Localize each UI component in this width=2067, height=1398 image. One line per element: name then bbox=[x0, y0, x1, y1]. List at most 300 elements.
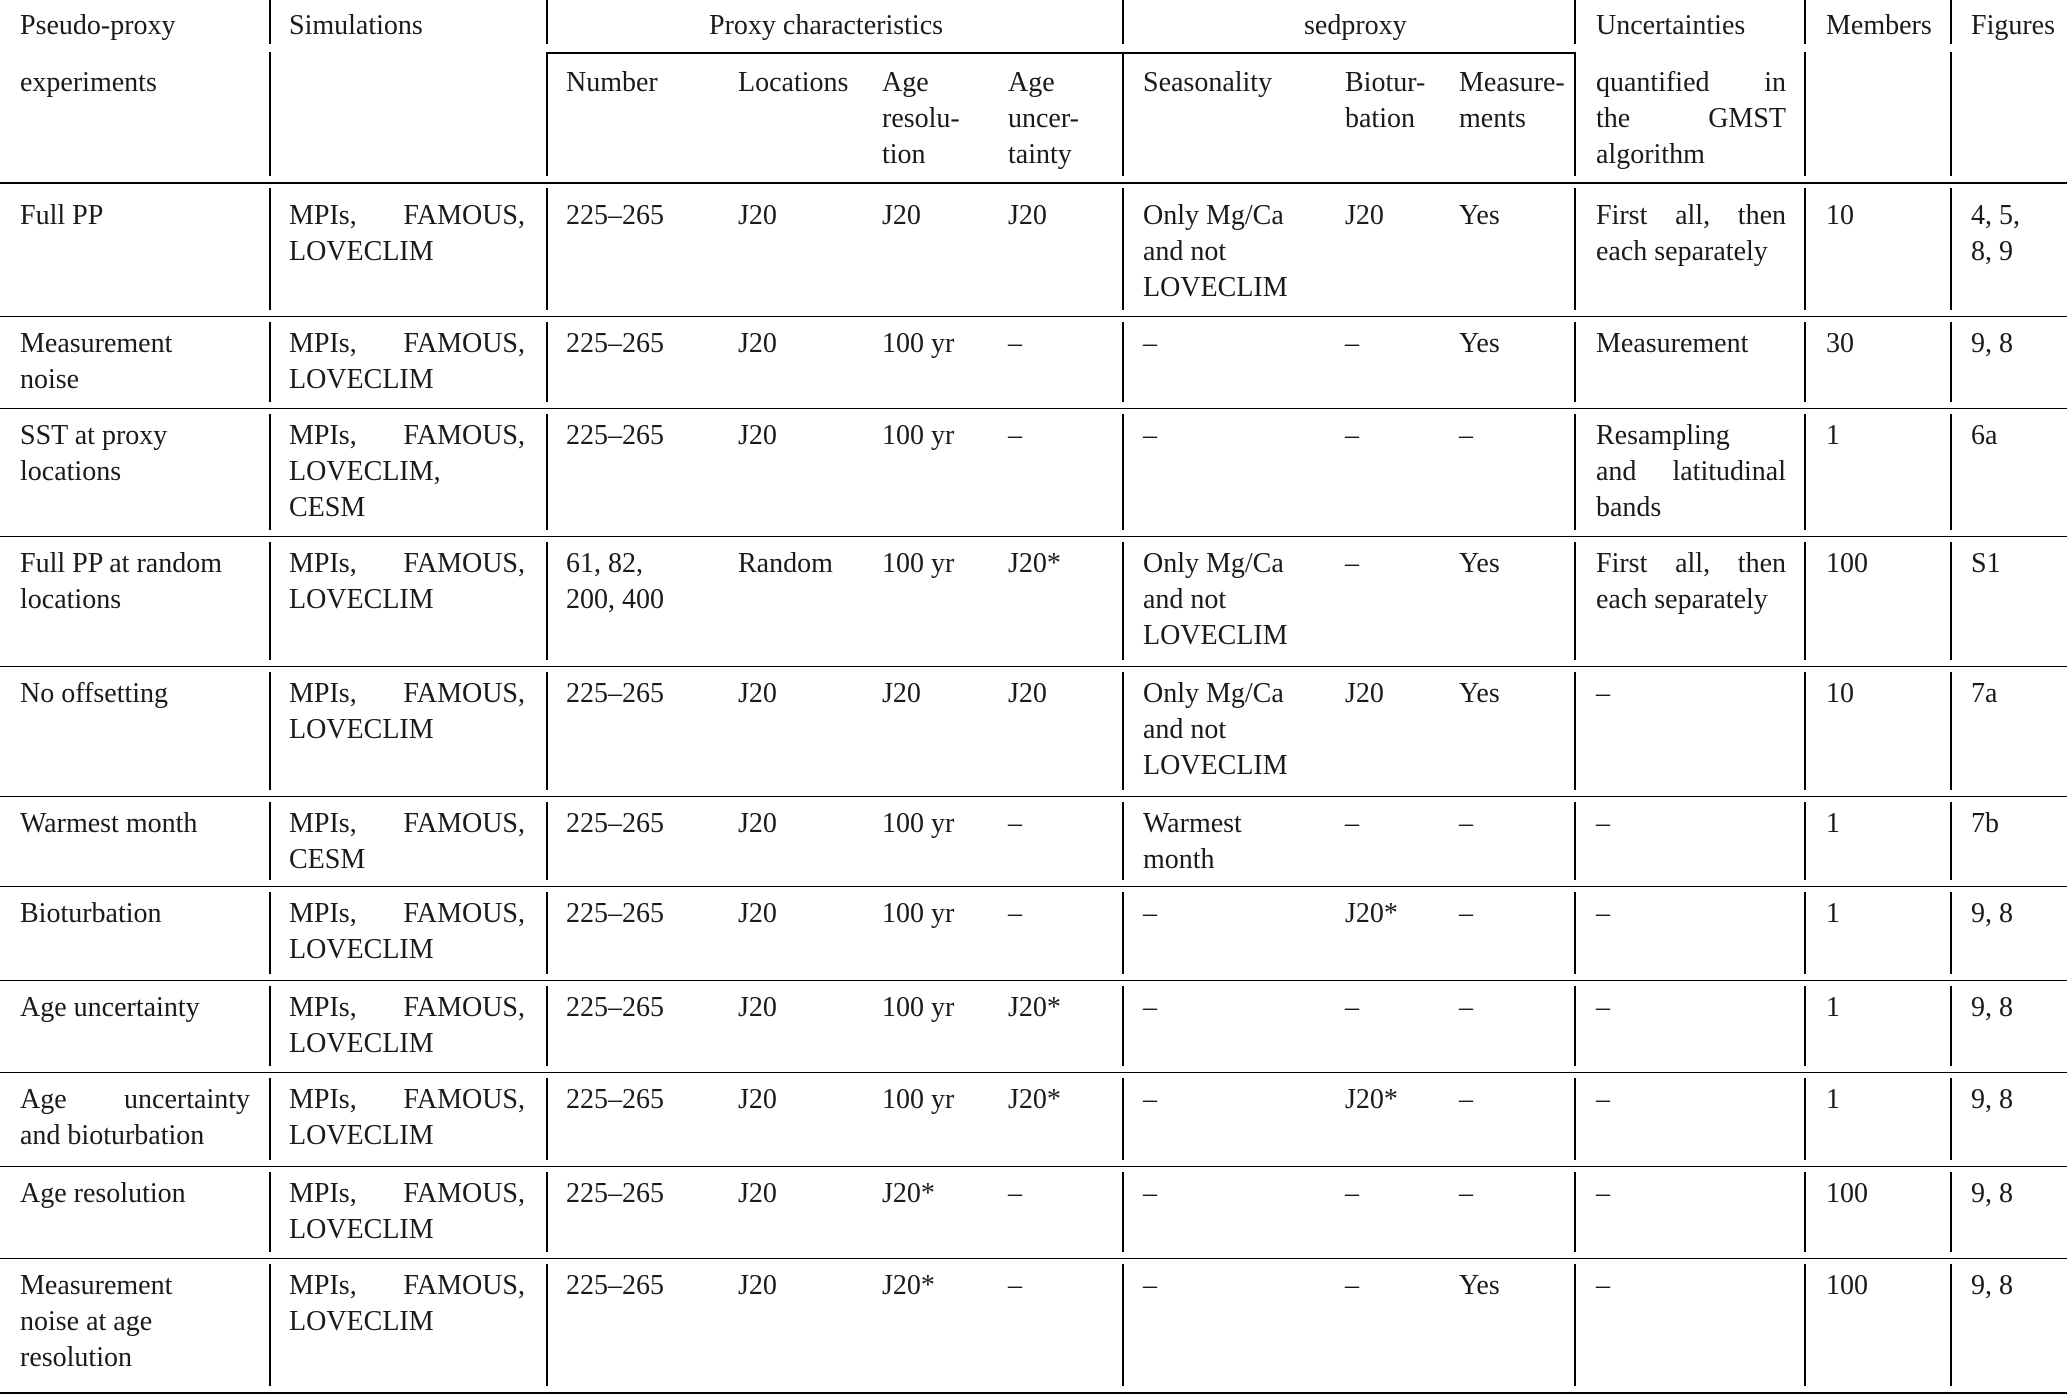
column-separator bbox=[546, 188, 548, 310]
cell-season bbox=[1143, 806, 1323, 878]
column-separator bbox=[1950, 1172, 1952, 1252]
cell-line: CESM bbox=[289, 492, 366, 523]
cell-line: 225–265 bbox=[566, 328, 664, 359]
column-separator bbox=[1574, 52, 1576, 176]
cell-line: LOVECLIM, bbox=[289, 456, 441, 487]
cell-line: – bbox=[1143, 1178, 1157, 1209]
cell-line: MPIs, FAMOUS, bbox=[289, 420, 525, 451]
cell-uncert bbox=[1596, 990, 1786, 1026]
cell-line: J20 bbox=[738, 898, 777, 929]
cell-locations bbox=[738, 198, 858, 234]
column-separator bbox=[269, 322, 271, 402]
cell-number bbox=[566, 1176, 716, 1212]
cell-ageres bbox=[882, 1268, 992, 1304]
cell-line: 225–265 bbox=[566, 1178, 664, 1209]
cell-line: – bbox=[1345, 548, 1359, 579]
cell-line: MPIs, FAMOUS, bbox=[289, 808, 525, 839]
row-rule bbox=[0, 666, 2067, 667]
cell-line: Full PP at random bbox=[20, 548, 222, 579]
header-sedproxy: sedproxy bbox=[1304, 10, 1407, 41]
row-rule bbox=[0, 1392, 2067, 1394]
cell-line: month bbox=[1143, 844, 1215, 875]
cell-line: – bbox=[1459, 420, 1473, 451]
cell-bioturb bbox=[1345, 546, 1445, 582]
cell-figures bbox=[1971, 198, 2061, 270]
cell-line: 225–265 bbox=[566, 992, 664, 1023]
column-separator bbox=[269, 892, 271, 974]
cell-line: Only Mg/Ca bbox=[1143, 678, 1284, 709]
cell-ageunc bbox=[1008, 1082, 1118, 1118]
column-separator bbox=[1950, 188, 1952, 310]
cell-locations bbox=[738, 896, 858, 932]
cell-line: – bbox=[1345, 1178, 1359, 1209]
cell-line: 225–265 bbox=[566, 1084, 664, 1115]
cell-line: – bbox=[1459, 808, 1473, 839]
row-rule bbox=[0, 886, 2067, 887]
cell-line: Measurement bbox=[1596, 328, 1749, 359]
cell-line: – bbox=[1459, 898, 1473, 929]
header-proxy-characteristics: Proxy characteristics bbox=[709, 10, 944, 41]
column-separator bbox=[269, 542, 271, 660]
cell-line: 9, 8 bbox=[1971, 1270, 2013, 1301]
column-separator bbox=[1804, 802, 1806, 880]
cell-ageunc bbox=[1008, 990, 1118, 1026]
cell-line: – bbox=[1459, 1178, 1473, 1209]
cell-line: Only Mg/Ca bbox=[1143, 548, 1284, 579]
cell-uncert bbox=[1596, 546, 1786, 618]
cell-line: J20 bbox=[738, 1270, 777, 1301]
header-bottom-rule bbox=[0, 182, 2067, 184]
row-rule bbox=[0, 408, 2067, 409]
cell-name bbox=[20, 1082, 250, 1154]
column-separator bbox=[546, 1264, 548, 1386]
column-separator bbox=[546, 414, 548, 530]
cell-name bbox=[20, 676, 250, 712]
cell-locations bbox=[738, 1082, 858, 1118]
cell-line: each separately bbox=[1596, 236, 1768, 267]
cell-line: LOVECLIM bbox=[289, 584, 434, 615]
cell-ageres bbox=[882, 806, 992, 842]
cell-line: LOVECLIM bbox=[289, 1214, 434, 1245]
cell-name bbox=[20, 546, 250, 618]
cell-ageunc bbox=[1008, 1176, 1118, 1212]
cell-members bbox=[1826, 806, 1946, 842]
cell-ageunc bbox=[1008, 546, 1118, 582]
cell-line: Measurement bbox=[20, 1270, 173, 1301]
cell-ageunc bbox=[1008, 326, 1118, 362]
cell-line: 9, 8 bbox=[1971, 328, 2013, 359]
column-separator bbox=[269, 188, 271, 310]
cell-uncert bbox=[1596, 1268, 1786, 1304]
column-separator bbox=[1122, 542, 1124, 660]
cell-locations bbox=[738, 806, 858, 842]
column-separator bbox=[1122, 414, 1124, 530]
cell-line: 1 bbox=[1826, 992, 1840, 1023]
cell-season bbox=[1143, 546, 1323, 654]
cell-line: Warmest month bbox=[20, 808, 198, 839]
column-separator bbox=[1122, 672, 1124, 790]
cell-line: 7a bbox=[1971, 678, 1998, 709]
cell-line: 10 bbox=[1826, 200, 1854, 231]
cell-line: J20 bbox=[738, 328, 777, 359]
cell-figures bbox=[1971, 546, 2061, 582]
cell-line: 225–265 bbox=[566, 1270, 664, 1301]
cell-line: Resampling bbox=[1596, 420, 1730, 451]
column-separator bbox=[1804, 672, 1806, 790]
cell-line: J20* bbox=[1008, 1084, 1061, 1115]
cell-measure bbox=[1459, 806, 1569, 842]
cell-line: J20 bbox=[738, 808, 777, 839]
cell-line: J20 bbox=[1345, 200, 1384, 231]
cell-line: 1 bbox=[1826, 420, 1840, 451]
cell-line: S1 bbox=[1971, 548, 2001, 579]
cell-line: Age resolution bbox=[20, 1178, 186, 1209]
cell-ageres bbox=[882, 546, 992, 582]
cell-number bbox=[566, 896, 716, 932]
cell-uncert bbox=[1596, 418, 1786, 526]
cell-figures bbox=[1971, 418, 2061, 454]
cell-sim bbox=[289, 1082, 525, 1154]
column-separator bbox=[269, 802, 271, 880]
column-separator bbox=[1122, 188, 1124, 310]
cell-line: LOVECLIM bbox=[1143, 620, 1288, 651]
cell-line: 9, 8 bbox=[1971, 898, 2013, 929]
column-separator bbox=[1122, 1172, 1124, 1252]
cell-line: and not bbox=[1143, 714, 1227, 745]
cell-line: – bbox=[1596, 1084, 1610, 1115]
cell-ageunc bbox=[1008, 676, 1118, 712]
cell-line: 9, 8 bbox=[1971, 1084, 2013, 1115]
cell-line: MPIs, FAMOUS, bbox=[289, 992, 525, 1023]
cell-line: 10 bbox=[1826, 678, 1854, 709]
cell-line: – bbox=[1459, 1084, 1473, 1115]
cell-line: noise at age bbox=[20, 1306, 153, 1337]
cell-line: MPIs, FAMOUS, bbox=[289, 548, 525, 579]
cell-line: – bbox=[1143, 328, 1157, 359]
cell-line: 225–265 bbox=[566, 678, 664, 709]
cell-figures bbox=[1971, 676, 2061, 712]
cell-figures bbox=[1971, 990, 2061, 1026]
cell-line: J20* bbox=[1345, 898, 1398, 929]
cell-line: 9, 8 bbox=[1971, 1178, 2013, 1209]
cell-line: – bbox=[1143, 1084, 1157, 1115]
cell-line: First all, then bbox=[1596, 548, 1786, 579]
cell-line: 8, 9 bbox=[1971, 236, 2013, 267]
cell-line: – bbox=[1143, 420, 1157, 451]
column-separator bbox=[269, 52, 271, 176]
cell-name bbox=[20, 990, 250, 1026]
cell-sim bbox=[289, 198, 525, 270]
cell-line: SST at proxy bbox=[20, 420, 168, 451]
cell-figures bbox=[1971, 1176, 2061, 1212]
column-separator bbox=[546, 0, 548, 44]
cell-line: Only Mg/Ca bbox=[1143, 200, 1284, 231]
cell-season bbox=[1143, 896, 1323, 932]
cell-line: J20* bbox=[1008, 992, 1061, 1023]
cell-line: MPIs, FAMOUS, bbox=[289, 328, 525, 359]
cell-bioturb bbox=[1345, 198, 1445, 234]
column-separator bbox=[1804, 188, 1806, 310]
column-separator bbox=[1574, 414, 1576, 530]
cell-line: – bbox=[1345, 808, 1359, 839]
cell-line: – bbox=[1008, 898, 1022, 929]
cell-number bbox=[566, 676, 716, 712]
cell-members bbox=[1826, 198, 1946, 234]
cell-line: 100 yr bbox=[882, 808, 955, 839]
cell-measure bbox=[1459, 418, 1569, 454]
cell-line: Random bbox=[738, 548, 833, 579]
row-rule bbox=[0, 316, 2067, 317]
cell-ageres bbox=[882, 1176, 992, 1212]
cell-line: locations bbox=[20, 456, 122, 487]
column-separator bbox=[546, 542, 548, 660]
column-separator bbox=[269, 986, 271, 1066]
cell-number bbox=[566, 198, 716, 234]
cell-line: 1 bbox=[1826, 1084, 1840, 1115]
cell-line: 200, 400 bbox=[566, 584, 664, 615]
column-separator bbox=[1122, 1078, 1124, 1160]
cell-line: J20 bbox=[882, 678, 921, 709]
column-separator bbox=[1804, 1172, 1806, 1252]
column-separator bbox=[269, 1078, 271, 1160]
column-separator bbox=[1122, 52, 1124, 176]
column-separator bbox=[1950, 52, 1952, 176]
row-rule bbox=[0, 1072, 2067, 1073]
column-separator bbox=[1574, 986, 1576, 1066]
cell-members bbox=[1826, 1082, 1946, 1118]
cell-line: locations bbox=[20, 584, 122, 615]
cell-line: 100 yr bbox=[882, 992, 955, 1023]
column-separator bbox=[1804, 542, 1806, 660]
cell-line: MPIs, FAMOUS, bbox=[289, 1270, 525, 1301]
cell-line: MPIs, FAMOUS, bbox=[289, 1178, 525, 1209]
cell-bioturb bbox=[1345, 1268, 1445, 1304]
cell-line: Yes bbox=[1459, 328, 1500, 359]
cell-bioturb bbox=[1345, 676, 1445, 712]
cell-line: J20 bbox=[738, 200, 777, 231]
cell-line: each separately bbox=[1596, 584, 1768, 615]
cell-line: noise bbox=[20, 364, 80, 395]
column-separator bbox=[1574, 0, 1576, 44]
column-separator bbox=[546, 672, 548, 790]
row-rule bbox=[0, 980, 2067, 981]
cell-name bbox=[20, 1268, 250, 1376]
column-separator bbox=[546, 1172, 548, 1252]
cell-line: J20* bbox=[882, 1178, 935, 1209]
cell-sim bbox=[289, 990, 525, 1062]
cell-number bbox=[566, 1082, 716, 1118]
row-rule bbox=[0, 796, 2067, 797]
subheader-number: Number bbox=[566, 67, 658, 98]
cell-measure bbox=[1459, 198, 1569, 234]
column-separator bbox=[1574, 1078, 1576, 1160]
cell-line: Age uncertainty bbox=[20, 1084, 250, 1115]
cell-ageunc bbox=[1008, 418, 1118, 454]
cell-ageres bbox=[882, 198, 992, 234]
subheader-age-resolution: Age resolu- tion bbox=[882, 67, 960, 170]
cell-line: LOVECLIM bbox=[289, 1120, 434, 1151]
cell-sim bbox=[289, 418, 525, 526]
column-separator bbox=[269, 1264, 271, 1386]
cell-line: – bbox=[1008, 1270, 1022, 1301]
column-separator bbox=[1950, 414, 1952, 530]
cell-line: Age uncertainty bbox=[20, 992, 200, 1023]
column-separator bbox=[1804, 414, 1806, 530]
cell-members bbox=[1826, 546, 1946, 582]
cell-members bbox=[1826, 990, 1946, 1026]
cell-line: – bbox=[1596, 1178, 1610, 1209]
cell-line: LOVECLIM bbox=[289, 236, 434, 267]
cell-line: 9, 8 bbox=[1971, 992, 2013, 1023]
row-rule bbox=[0, 536, 2067, 537]
column-separator bbox=[1804, 322, 1806, 402]
cell-number bbox=[566, 990, 716, 1026]
cell-line: 100 bbox=[1826, 548, 1868, 579]
cell-number bbox=[566, 546, 716, 618]
cell-ageres bbox=[882, 676, 992, 712]
row-rule bbox=[0, 1166, 2067, 1167]
column-separator bbox=[1122, 0, 1124, 44]
cell-line: 100 yr bbox=[882, 420, 955, 451]
cell-measure bbox=[1459, 1082, 1569, 1118]
cell-measure bbox=[1459, 1176, 1569, 1212]
column-separator bbox=[269, 1172, 271, 1252]
cell-uncert bbox=[1596, 676, 1786, 712]
column-separator bbox=[546, 986, 548, 1066]
cell-bioturb bbox=[1345, 1082, 1445, 1118]
cell-line: J20 bbox=[1008, 678, 1047, 709]
header-members: Members bbox=[1826, 10, 1932, 41]
cell-locations bbox=[738, 326, 858, 362]
cell-line: 30 bbox=[1826, 328, 1854, 359]
column-separator bbox=[1574, 672, 1576, 790]
cell-figures bbox=[1971, 896, 2061, 932]
cell-line: MPIs, FAMOUS, bbox=[289, 678, 525, 709]
cell-line: – bbox=[1143, 898, 1157, 929]
column-separator bbox=[1950, 892, 1952, 974]
header-experiments-2: experiments bbox=[20, 67, 157, 98]
column-separator bbox=[1950, 1078, 1952, 1160]
cell-ageres bbox=[882, 1082, 992, 1118]
cell-line: – bbox=[1596, 1270, 1610, 1301]
cell-members bbox=[1826, 1268, 1946, 1304]
column-separator bbox=[1950, 986, 1952, 1066]
cell-members bbox=[1826, 1176, 1946, 1212]
cell-line: 100 bbox=[1826, 1270, 1868, 1301]
column-separator bbox=[1574, 1172, 1576, 1252]
group-rule-proxy bbox=[546, 52, 1122, 54]
cell-line: Yes bbox=[1459, 200, 1500, 231]
column-separator bbox=[546, 322, 548, 402]
cell-number bbox=[566, 806, 716, 842]
cell-measure bbox=[1459, 546, 1569, 582]
subheader-bioturbation: Biotur- bation bbox=[1345, 67, 1426, 134]
cell-locations bbox=[738, 546, 858, 582]
cell-line: 100 yr bbox=[882, 1084, 955, 1115]
cell-season bbox=[1143, 418, 1323, 454]
cell-season bbox=[1143, 990, 1323, 1026]
column-separator bbox=[1804, 52, 1806, 176]
cell-uncert bbox=[1596, 806, 1786, 842]
cell-line: First all, then bbox=[1596, 200, 1786, 231]
column-separator bbox=[1804, 892, 1806, 974]
header-simulations: Simulations bbox=[289, 10, 423, 41]
cell-measure bbox=[1459, 990, 1569, 1026]
cell-line: Measurement bbox=[20, 328, 173, 359]
cell-measure bbox=[1459, 1268, 1569, 1304]
cell-season bbox=[1143, 676, 1323, 784]
cell-uncert bbox=[1596, 326, 1786, 362]
column-separator bbox=[1574, 322, 1576, 402]
cell-bioturb bbox=[1345, 326, 1445, 362]
cell-line: and bioturbation bbox=[20, 1120, 205, 1151]
header-uncertainties: Uncertainties bbox=[1596, 10, 1746, 41]
cell-line: 6a bbox=[1971, 420, 1998, 451]
cell-season bbox=[1143, 1268, 1323, 1304]
cell-line: – bbox=[1596, 808, 1610, 839]
cell-name bbox=[20, 806, 250, 842]
cell-bioturb bbox=[1345, 1176, 1445, 1212]
cell-line: Warmest bbox=[1143, 808, 1242, 839]
cell-line: 7b bbox=[1971, 808, 1999, 839]
subheader-seasonality: Seasonality bbox=[1143, 67, 1273, 98]
cell-figures bbox=[1971, 1082, 2061, 1118]
cell-locations bbox=[738, 1268, 858, 1304]
cell-line: J20 bbox=[738, 678, 777, 709]
cell-line: 100 yr bbox=[882, 898, 955, 929]
column-separator bbox=[1804, 0, 1806, 44]
column-separator bbox=[1950, 322, 1952, 402]
subheader-age-uncertainty: Age uncer- tainty bbox=[1008, 67, 1079, 170]
cell-line: 4, 5, bbox=[1971, 200, 2020, 231]
cell-number bbox=[566, 1268, 716, 1304]
cell-line: and latitudinal bbox=[1596, 456, 1786, 487]
cell-sim bbox=[289, 896, 525, 968]
cell-figures bbox=[1971, 1268, 2061, 1304]
cell-line: – bbox=[1345, 992, 1359, 1023]
group-rule-sedproxy bbox=[1122, 52, 1574, 54]
cell-locations bbox=[738, 990, 858, 1026]
cell-line: LOVECLIM bbox=[1143, 750, 1288, 781]
cell-ageres bbox=[882, 418, 992, 454]
cell-line: Bioturbation bbox=[20, 898, 162, 929]
cell-name bbox=[20, 418, 250, 490]
cell-measure bbox=[1459, 326, 1569, 362]
column-separator bbox=[1950, 542, 1952, 660]
cell-bioturb bbox=[1345, 806, 1445, 842]
cell-name bbox=[20, 896, 250, 932]
cell-line: J20 bbox=[882, 200, 921, 231]
cell-members bbox=[1826, 896, 1946, 932]
cell-name bbox=[20, 1176, 250, 1212]
column-separator bbox=[546, 1078, 548, 1160]
cell-line: – bbox=[1008, 420, 1022, 451]
cell-line: J20 bbox=[738, 420, 777, 451]
cell-bioturb bbox=[1345, 990, 1445, 1026]
column-separator bbox=[546, 892, 548, 974]
cell-members bbox=[1826, 326, 1946, 362]
cell-line: LOVECLIM bbox=[289, 934, 434, 965]
cell-sim bbox=[289, 806, 525, 878]
cell-line: J20 bbox=[738, 992, 777, 1023]
cell-locations bbox=[738, 1176, 858, 1212]
cell-line: – bbox=[1596, 898, 1610, 929]
cell-sim bbox=[289, 1268, 525, 1340]
cell-line: MPIs, FAMOUS, bbox=[289, 898, 525, 929]
column-separator bbox=[269, 672, 271, 790]
cell-members bbox=[1826, 418, 1946, 454]
cell-line: 100 yr bbox=[882, 328, 955, 359]
